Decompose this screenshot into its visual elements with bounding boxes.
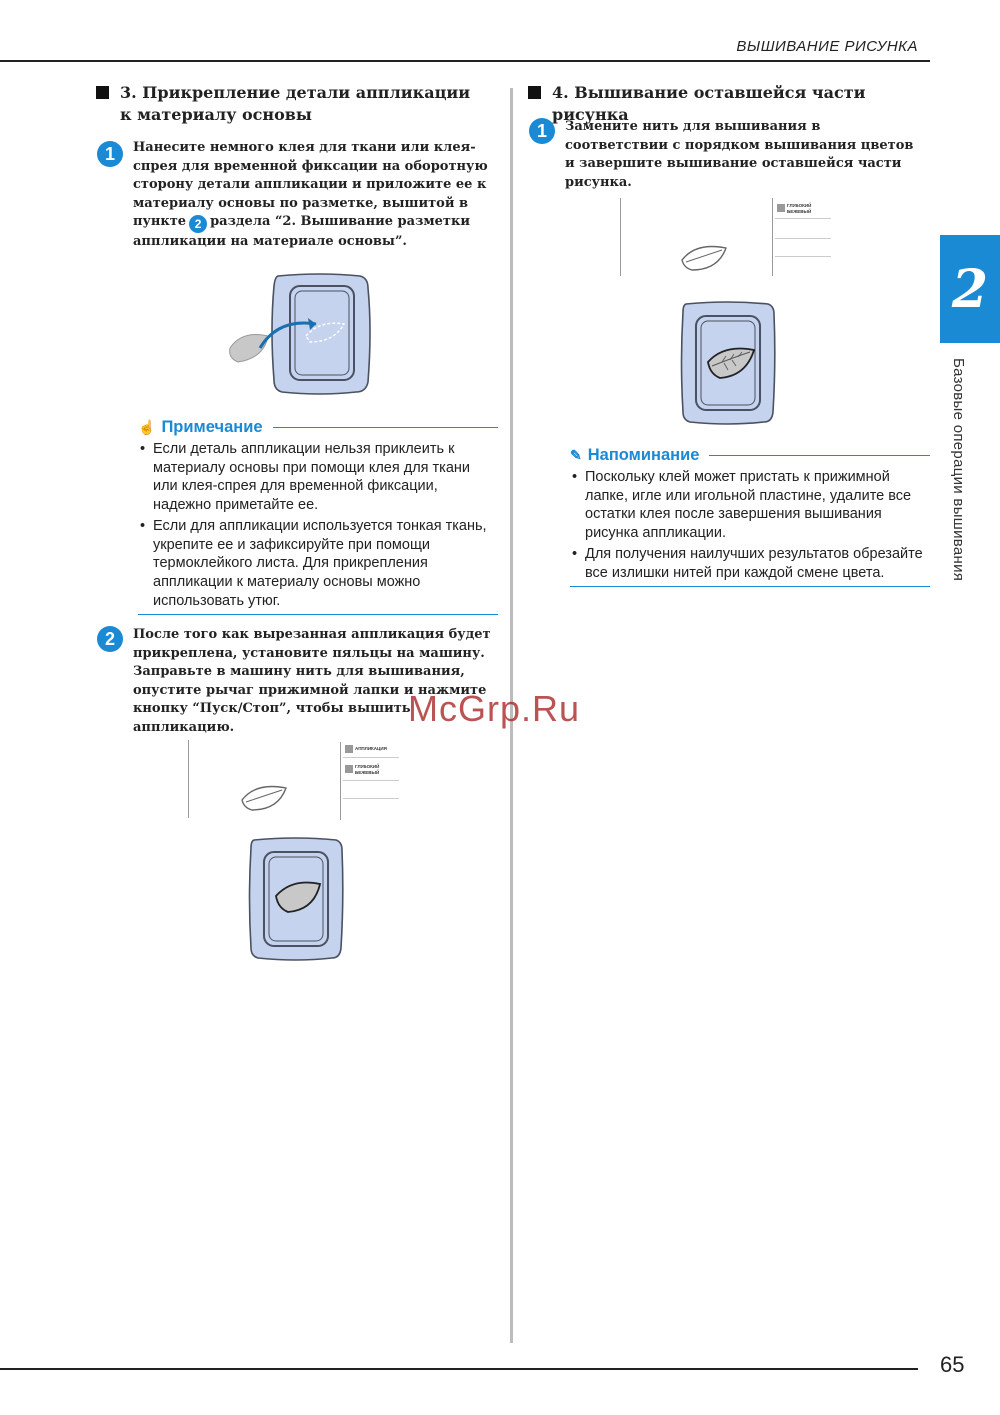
- watermark-text: McGrp.Ru: [408, 688, 581, 729]
- section-title-left: 3. Прикрепление детали аппликации к материалу основы: [96, 82, 476, 126]
- memo-list: [570, 468, 930, 582]
- header-rule: [0, 60, 930, 62]
- machine-screen-illustration-right: [620, 198, 835, 278]
- square-bullet-icon: [528, 86, 541, 99]
- step-1-text-left: Нанесите немного клея для ткани или клея-спрея для временной фиксации на оборотную сторону детали аппликации и приложите ее к материалу основы по разметке, вышитой в пункте 2 раздела “2. Вышивание разметки аппликации на материале основы”.: [133, 140, 488, 250]
- color-swatch-icon: [345, 745, 353, 753]
- color-swatch-icon: [777, 204, 785, 212]
- memo-pencil-icon: ✎: [570, 446, 582, 463]
- step-1-badge-left: 1: [97, 141, 123, 167]
- leaf-outline-icon: [678, 240, 730, 274]
- hoop-leaf-completed-illustration: [680, 300, 776, 426]
- page-number: 65: [940, 1352, 965, 1377]
- running-header: ВЫШИВАНИЕ РИСУНКА: [736, 38, 918, 55]
- note-title: Примечание: [161, 417, 263, 436]
- step-1-text-right: Замените нить для вышивания в соответствии с порядком вышивания цветов и завершите вышивание оставшейся части рисунка.: [565, 119, 914, 190]
- memo-bottom-rule: [570, 586, 930, 587]
- section-title-right: 4. Вышивание оставшейся части рисунка: [528, 82, 928, 126]
- leaf-outline-icon: [238, 780, 290, 814]
- memo-title-rule: [709, 455, 930, 456]
- note-bottom-rule: [138, 614, 498, 615]
- memo-box: [570, 444, 930, 587]
- step-1-badge-right: 1: [529, 118, 555, 144]
- square-bullet-icon: [96, 86, 109, 99]
- color-sequence-panel: АППЛИКАЦИЯ ГЛУБОКИЙ БЕЖЕВЫЙ: [340, 742, 400, 820]
- memo-title: Напоминание: [587, 445, 700, 464]
- chapter-side-label: Базовые операции вышивания: [950, 358, 967, 582]
- chapter-tab[interactable]: 2: [940, 235, 1000, 343]
- machine-screen-illustration-left: [188, 740, 403, 820]
- memo-item: • Поскольку клей может пристать к прижимной лапке, игле или игольной пластине, удалите все остатки клея после завершения вышивания рисунка аппликации.: [570, 468, 930, 543]
- color-sequence-panel: ГЛУБОКИЙ БЕЖЕВЫЙ: [772, 198, 832, 276]
- note-hand-icon: ☝: [138, 418, 156, 435]
- color-swatch-icon: [345, 765, 353, 773]
- note-item: • Если для аппликации используется тонкая ткань, укрепите ее и зафиксируйте при помощи термоклейкого листа. Для прикрепления аппликации к материалу основы можно использовать утюг.: [138, 517, 498, 611]
- memo-item: • Для получения наилучших результатов обрезайте все излишки нитей при каждой смене цвета.: [570, 545, 930, 582]
- note-box: [138, 416, 498, 615]
- note-item: • Если деталь аппликации нельзя приклеить к материалу основы при помощи клея для ткани или клея-спрея для временной фиксации, надежно приметайте ее.: [138, 440, 498, 515]
- step-2-text-left: После того как вырезанная аппликация будет прикреплена, установите пяльцы на машину. Заправьте в машину нить для вышивания, опустите рычаг прижимной лапки и нажмите кнопку “Пуск/Стоп”, чтобы вышить аппликацию.: [133, 627, 491, 735]
- note-title-rule: [273, 427, 498, 428]
- footer-rule: [0, 1368, 918, 1370]
- applique-placement-illustration: [220, 270, 390, 400]
- hoop-applique-stitched-illustration: [248, 836, 344, 962]
- step-2-reference-badge: 2: [189, 215, 207, 233]
- note-list: [138, 440, 498, 610]
- step-2-badge-left: 2: [97, 626, 123, 652]
